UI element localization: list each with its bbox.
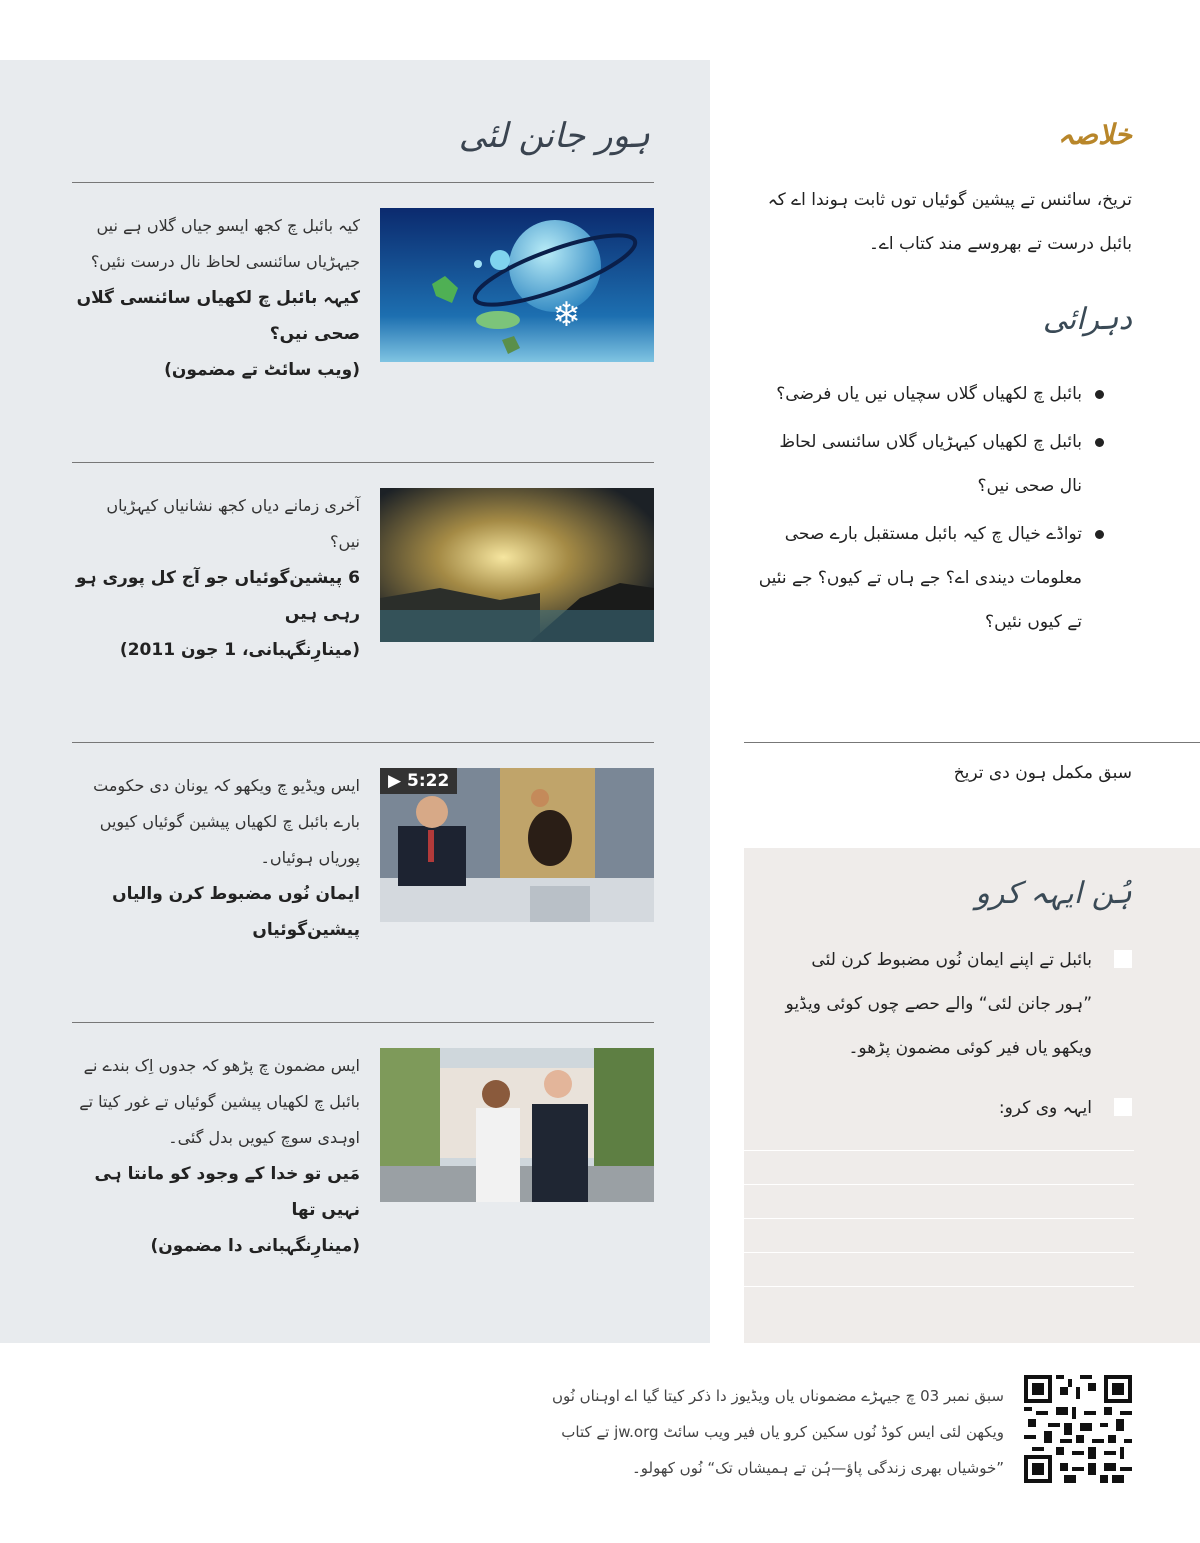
write-line[interactable] [744, 1218, 1134, 1219]
action-item-text: بائبل تے اپنے ایمان نُوں مضبوط کرن لئی ”ہور جانن لئی“ والے حصے چوں کوئی ویڈیو ویکھو یاں فیر کوئی مضمون پڑھو۔ [785, 950, 1092, 1058]
resource-item-video[interactable] [72, 768, 654, 940]
resource-title-link[interactable]: 6 پیشین‌گوئیاں جو آج کل پوری ہو رہی ہیں [75, 568, 360, 624]
resource-text [72, 1048, 360, 1264]
action-item[interactable] [772, 1086, 1132, 1130]
resource-question: آخری زمانے دیاں کجھ نشانیاں کیہڑیاں نیں؟ [106, 496, 360, 551]
footer-text: سبق نمبر 03 چ جیہڑے مضموناں یاں ویڈیوز دا ذکر کیتا گیا اے اوہناں نُوں ویکھن لئی ایس کوڈ نُوں سکین کرو یاں فیر ویب سائٹ jw.org تے کتاب ”خوشیاں بھری زندگی پاؤ—ہُن تے ہمیشاں تک“ نُوں کھولو۔ [551, 1387, 1004, 1477]
resource-question: ایس مضمون چ پڑھو کہ جدوں اِک بندے نے بائبل چ لکھیاں پیشین گوئیاں تے غور کیتا تے اوہدی سوچ کیویں بدل گئی۔ [79, 1056, 360, 1147]
svg-text:❄: ❄ [552, 295, 581, 335]
more-info-panel [0, 60, 710, 1343]
bullet-icon [1095, 390, 1104, 399]
summary-text: تریخ، سائنس تے پیشین گوئیاں توں ثابت ہوندا اے کہ بائبل درست تے بھروسے مند کتاب اے۔ [767, 190, 1132, 254]
resource-source: (ویب سائٹ تے مضمون) [164, 360, 360, 380]
write-line[interactable] [744, 1150, 1134, 1151]
action-panel [744, 848, 1200, 1343]
resource-text [72, 488, 360, 668]
resource-item-prophecies[interactable] [72, 488, 654, 660]
qr-code-icon[interactable] [1024, 1375, 1132, 1483]
review-item [752, 372, 1132, 416]
resource-source: (مینارِنگہبانی، 1 جون 2011) [119, 640, 360, 660]
divider [72, 182, 654, 183]
resource-question: کیہ بائبل چ کجھ ایسو جیاں گلاں ہے نیں جیہڑیاں سائنسی لحاظ نال درست نئیں؟ [90, 216, 360, 271]
write-line[interactable] [744, 1252, 1134, 1253]
divider [72, 742, 654, 743]
review-title: دہرائی [1042, 302, 1132, 337]
write-line[interactable] [744, 1286, 1134, 1287]
review-item [752, 420, 1132, 508]
video-duration: 5:22 [407, 771, 450, 791]
write-line[interactable] [744, 1184, 1134, 1185]
resource-title-link[interactable]: مَیں تو خدا کے وجود کو مانتا ہی نہیں تھا [94, 1164, 360, 1220]
checkbox[interactable] [1114, 950, 1132, 968]
video-duration-badge: ▶ 5:22 [380, 768, 457, 794]
resource-text [72, 768, 360, 948]
resource-title-link[interactable]: کیہہ بائبل چ لکھیاں سائنسی گلاں صحی نیں؟ [76, 288, 360, 344]
action-item-text: ایہہ وی کرو: [998, 1098, 1092, 1118]
review-item [752, 512, 1132, 644]
resource-item-science[interactable] [72, 208, 654, 380]
resource-question: ایس ویڈیو چ ویکھو کہ یونان دی حکومت بارے بائبل چ لکھیاں پیشین گوئیاں کیویں پوریاں ہوئیاں۔ [93, 776, 360, 867]
review-item-text: تواڈے خیال چ کیہ بائبل مستقبل بارے صحی معلومات دیندی اے؟ جے ہاں تے کیوں؟ جے نئیں تے کیوں نئیں؟ [758, 524, 1082, 632]
resource-title-link[interactable]: ایمان نُوں مضبوط کرن والیاں پیشین‌گوئیاں [112, 884, 360, 940]
summary-title: خلاصہ [1057, 118, 1132, 151]
review-list [752, 372, 1132, 648]
checkbox[interactable] [1114, 1098, 1132, 1116]
storm-sky-image[interactable] [380, 488, 654, 642]
planet-image[interactable] [380, 208, 654, 362]
divider [744, 742, 1200, 743]
resource-item-article[interactable] [72, 1048, 654, 1256]
action-title: ہُن ایہہ کرو [975, 876, 1132, 911]
resource-text [72, 208, 360, 388]
action-item[interactable] [772, 938, 1132, 1070]
couple-image[interactable] [380, 1048, 654, 1202]
divider [72, 462, 654, 463]
video-thumbnail[interactable] [380, 768, 654, 922]
divider [72, 1022, 654, 1023]
bullet-icon [1095, 530, 1104, 539]
completion-date-label: سبق مکمل ہون دی تریخ [953, 763, 1132, 783]
review-item-text: بائبل چ لکھیاں کیہڑیاں گلاں سائنسی لحاظ نال صحی نیں؟ [779, 432, 1082, 496]
more-info-title: ہور جانن لئی [458, 116, 650, 156]
review-item-text: بائبل چ لکھیاں گلاں سچیاں نیں یاں فرضی؟ [776, 384, 1082, 404]
resource-source: (مینارِنگہبانی دا مضمون) [150, 1236, 360, 1256]
bullet-icon [1095, 438, 1104, 447]
